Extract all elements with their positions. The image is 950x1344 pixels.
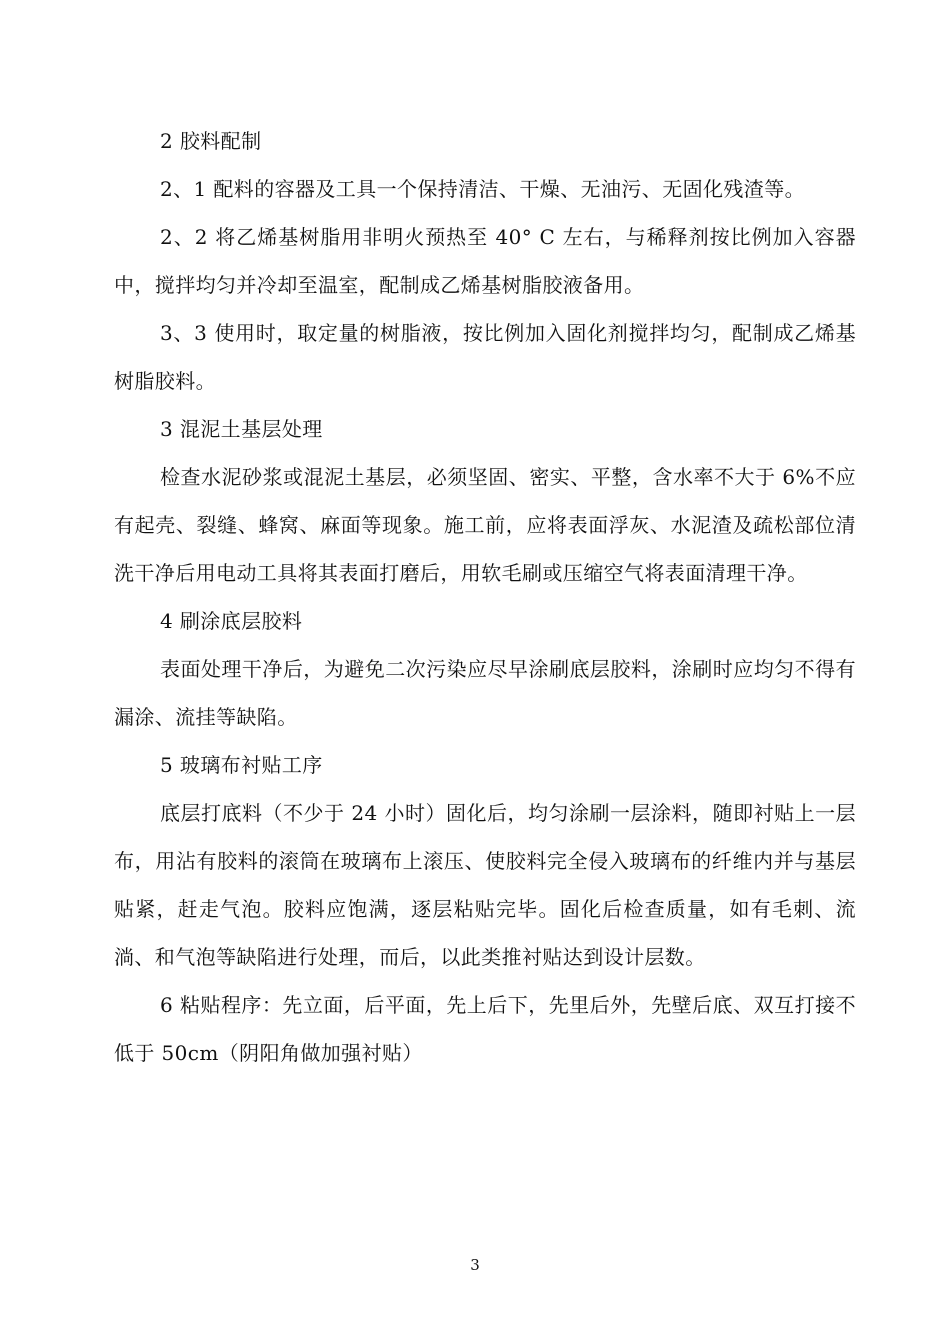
paragraph-base-inspection: 检查水泥砂浆或混泥土基层，必须坚固、密实、平整，含水率不大于 6%不应有起壳、裂缝、蜂窝、麻面等现象。施工前，应将表面浮灰、水泥渣及疏松部位清洗干净后用电动工具将其表面打磨后，用软毛刷或压缩空气将表面清理干净。	[114, 465, 856, 585]
paragraph-resin-preheating: 2、2 将乙烯基树脂用非明火预热至 40° C 左右，与稀释剂按比例加入容器中，搅拌均匀并冷却至温室，配制成乙烯基树脂胶液备用。	[114, 225, 856, 297]
section-heading-glue-preparation: 2 胶料配制	[160, 129, 262, 153]
document-body	[114, 117, 856, 1077]
section-heading-concrete-base: 3 混泥土基层处理	[160, 417, 323, 441]
section-heading-glass-cloth-lining: 5 玻璃布衬贴工序	[160, 753, 323, 777]
paragraph-lining-process: 底层打底料（不少于 24 小时）固化后，均匀涂刷一层涂料，随即衬贴上一层布，用沾有胶料的滚筒在玻璃布上滚压、使胶料完全侵入玻璃布的纤维内并与基层贴紧，赶走气泡。胶料应饱满，逐层粘贴完毕。固化后检查质量，如有毛刺、流淌、和气泡等缺陷进行处理，而后，以此类推衬贴达到设计层数。	[114, 801, 856, 969]
section-heading-primer-coat: 4 刷涂底层胶料	[160, 609, 303, 633]
page-number: 3	[470, 1256, 480, 1274]
paragraph-pasting-sequence: 6 粘贴程序：先立面，后平面，先上后下，先里后外，先壁后底、双互打接不低于 50cm（阴阳角做加强衬贴）	[114, 993, 856, 1065]
paragraph-curing-agent-mixing: 3、3 使用时，取定量的树脂液，按比例加入固化剂搅拌均匀，配制成乙烯基树脂胶料。	[114, 321, 856, 393]
paragraph-container-cleaning: 2、1 配料的容器及工具一个保持清洁、干燥、无油污、无固化残渣等。	[160, 177, 806, 201]
paragraph-primer-application: 表面处理干净后，为避免二次污染应尽早涂刷底层胶料，涂刷时应均匀不得有漏涂、流挂等缺陷。	[114, 657, 856, 729]
